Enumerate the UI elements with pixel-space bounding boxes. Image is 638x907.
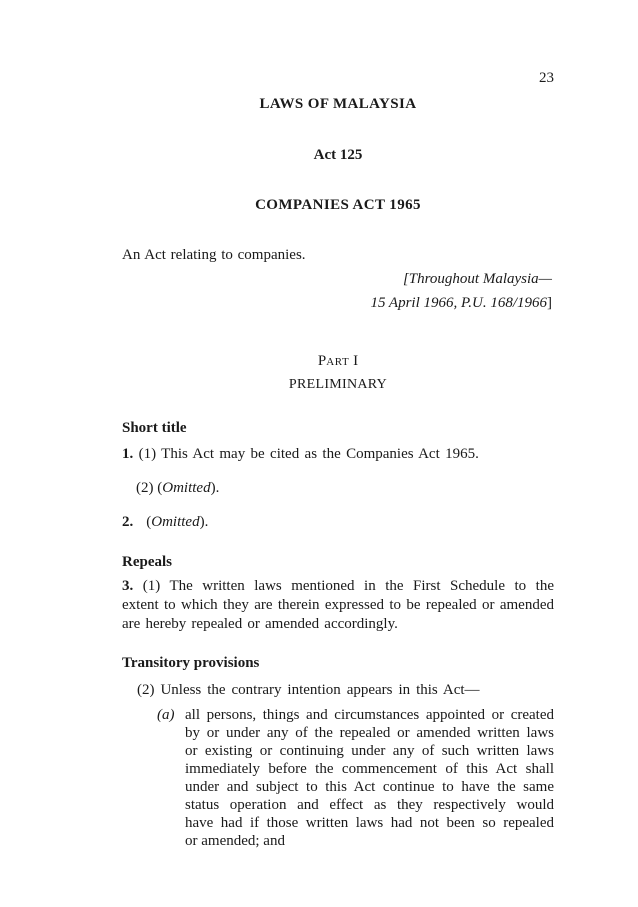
commencement-date: 15 April 1966, P.U. 168/1966 <box>370 295 547 311</box>
commencement-bracket: ] <box>547 295 552 311</box>
section-1-2-omitted: Omitted <box>162 480 211 496</box>
transitory-provisions-heading: Transitory provisions <box>122 655 260 671</box>
act-name: COMPANIES ACT 1965 <box>255 197 421 213</box>
section-3-text-1: (1) The written laws mentioned in the First Schedule to the <box>133 578 554 594</box>
section-1-number: 1. <box>122 446 134 462</box>
part-label <box>122 352 554 371</box>
section-2-number: 2. <box>122 514 134 530</box>
part-initial: P <box>317 353 327 369</box>
paragraph-a-line: under and subject to this Act continue to have the same <box>185 779 554 795</box>
short-title-heading: Short title <box>122 420 187 436</box>
paragraph-a-line: or amended; and <box>185 833 285 849</box>
paragraph-a-line: or existing or continuing under any of such written laws <box>185 743 554 759</box>
section-3-number: 3. <box>122 578 134 594</box>
part-title: PRELIMINARY <box>288 377 388 392</box>
page-number: 23 <box>539 70 554 86</box>
section-3-2: (2) Unless the contrary intention appears in this Act— <box>137 682 480 698</box>
section-2-prefix: ( <box>146 514 152 530</box>
commencement-line-1: [Throughout Malaysia— <box>402 271 552 287</box>
paragraph-a-text <box>185 706 554 850</box>
laws-of-malaysia-heading: LAWS OF MALAYSIA <box>259 96 417 112</box>
paragraph-a-line: status operation and effect as they respectively would <box>185 797 554 813</box>
section-1-2-prefix: (2) ( <box>136 480 163 496</box>
paragraph-a-line: by or under any of the repealed or amended written laws <box>185 725 554 741</box>
section-3-line-1 <box>122 577 554 595</box>
section-1-text: (1) This Act may be cited as the Companies Act 1965. <box>133 446 479 462</box>
long-title: An Act relating to companies. <box>122 247 306 263</box>
commencement-line-2 <box>370 294 552 312</box>
part-number: I <box>353 353 359 369</box>
section-2-omitted: Omitted <box>151 514 200 530</box>
section-3-line-2: extent to which they are therein expressed to be repealed or amended <box>122 597 554 613</box>
section-1 <box>122 445 479 463</box>
part-small-caps: ART <box>326 356 350 368</box>
paragraph-a-line: immediately before the commencement of this Act shall <box>185 761 554 777</box>
paragraph-a-line: have had if those written laws had not been so repealed <box>185 815 554 831</box>
paragraph-a-label: (a) <box>157 707 175 723</box>
section-1-2-suffix: ). <box>210 480 220 496</box>
paragraph-a-line: all persons, things and circumstances appointed or created <box>185 707 554 723</box>
repeals-heading: Repeals <box>122 554 172 570</box>
section-2-suffix: ). <box>199 514 209 530</box>
section-2 <box>122 513 208 531</box>
section-3-line-3: are hereby repealed or amended accordingly. <box>122 616 398 632</box>
section-1-2 <box>136 479 219 497</box>
act-number: Act 125 <box>313 147 363 163</box>
